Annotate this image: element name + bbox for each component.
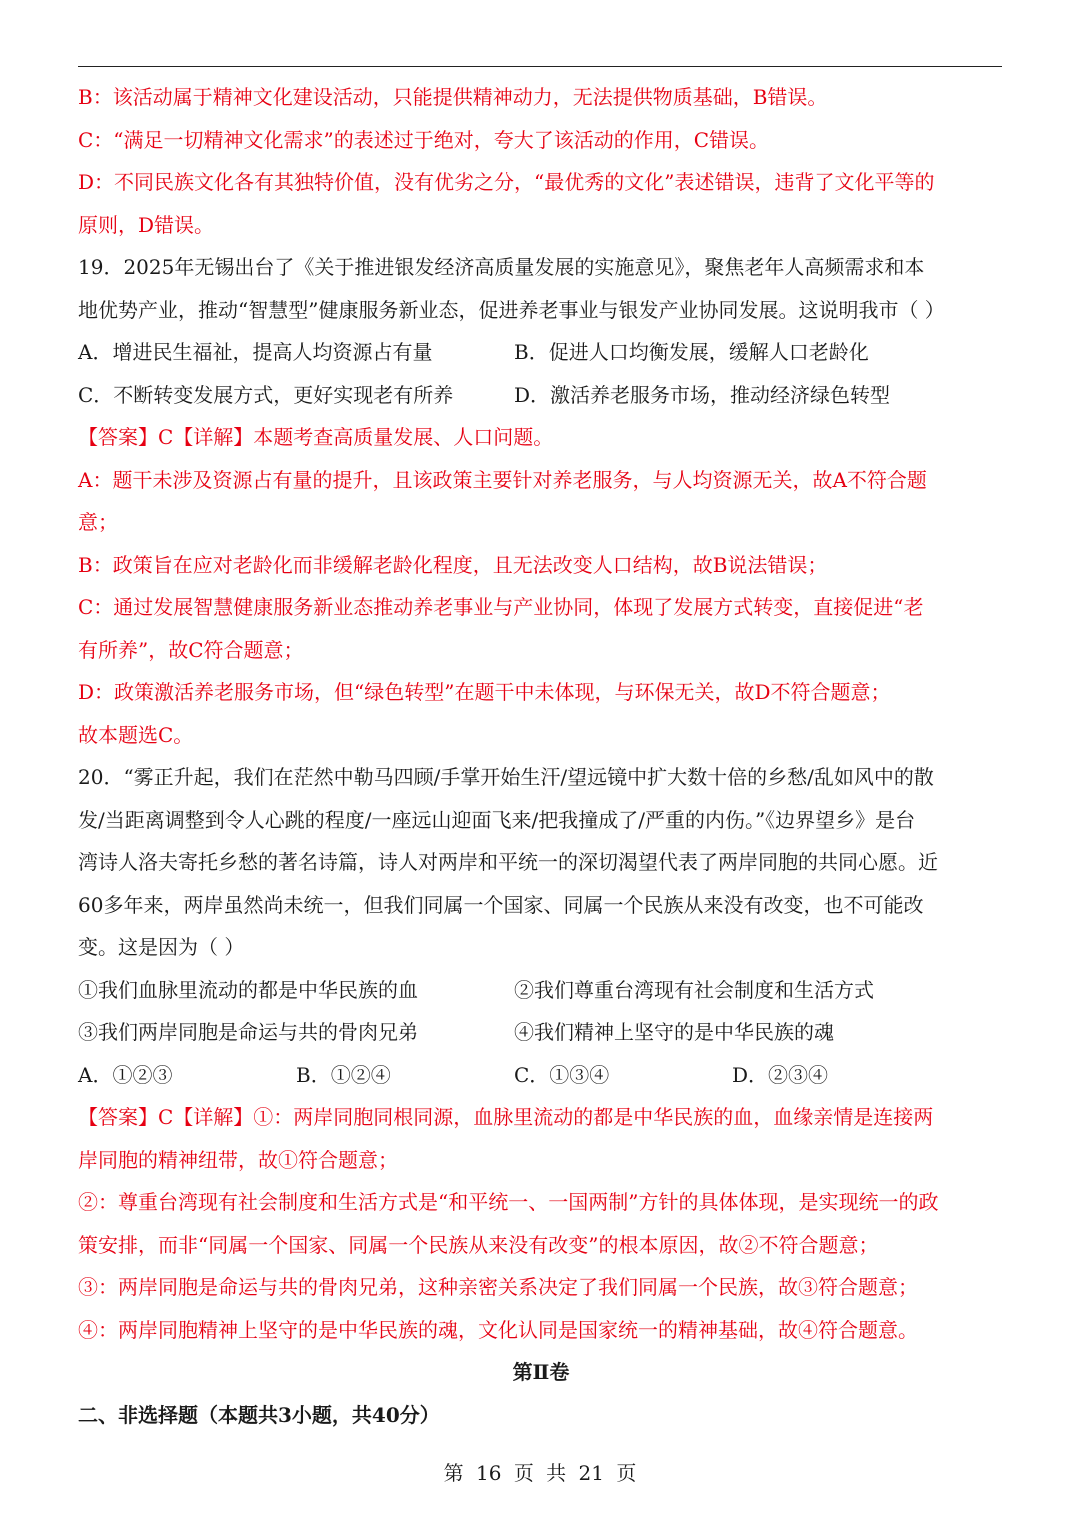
q19-explain-c-line2: 有所养”，故C符合题意； — [78, 637, 304, 662]
page-footer: 第 16 页 共 21 页 — [443, 1461, 637, 1485]
q20-item-1: ①我们血脉里流动的都是中华民族的血 — [78, 977, 418, 1002]
q20-stem-line5: 变。这是因为（ ） — [78, 935, 245, 959]
q19-explain-d: D：政策激活养老服务市场，但“绿色转型”在题干中未体现，与环保无关，故D不符合题意； — [78, 680, 891, 704]
page-content — [78, 76, 1004, 1436]
q20-options-row — [78, 1054, 1004, 1097]
prev-answer-d-line1: D：不同民族文化各有其独特价值，没有优劣之分，“最优秀的文化”表述错误，违背了文化平等的 — [78, 170, 935, 194]
q20-answer-line1: 【答案】C【详解】①：两岸同胞同根同源，血脉里流动的都是中华民族的血，血缘亲情是连接两 — [78, 1105, 934, 1129]
q19-conclusion: 故本题选C。 — [78, 722, 194, 747]
q19-stem-line1: 19．2025年无锡出台了《关于推进银发经济高质量发展的实施意见》，聚焦老年人高频需求和本 — [78, 255, 925, 279]
prev-answer-c: C：“满足一切精神文化需求”的表述过于绝对，夸大了该活动的作用，C错误。 — [78, 127, 770, 152]
q20-option-d: D．②③④ — [732, 1062, 829, 1087]
q20-stem-line1: 20．“雾正升起，我们在茫然中勒马四顾/手掌开始生汗/望远镜中扩大数十倍的乡愁/乱如风中的散 — [78, 765, 934, 789]
q19-explain-c-line1: C：通过发展智慧健康服务新业态推动养老事业与产业协同，体现了发展方式转变，直接促进“老 — [78, 595, 924, 619]
q20-explain-2-line2: 策安排，而非“同属一个国家、同属一个民族从来没有改变”的根本原因，故②不符合题意； — [78, 1232, 879, 1257]
q19-option-c: C．不断转变发展方式，更好实现老有所养 — [78, 382, 454, 407]
q20-item-4: ④我们精神上坚守的是中华民族的魂 — [514, 1020, 834, 1044]
q19-options-row2 — [78, 374, 1004, 417]
q19-option-d: D．激活养老服务市场，推动经济绿色转型 — [514, 382, 891, 407]
q20-option-c: C．①③④ — [514, 1062, 610, 1087]
q19-answer: 【答案】C【详解】本题考查高质量发展、人口问题。 — [78, 425, 554, 449]
q19-explain-b: B：政策旨在应对老龄化而非缓解老龄化程度，且无法改变人口结构，故B说法错误； — [78, 552, 828, 577]
q19-option-a: A．增进民生福祉，提高人均资源占有量 — [78, 340, 433, 364]
q20-items-row1 — [78, 969, 1004, 1012]
part2-heading: 第Ⅱ卷 — [512, 1360, 570, 1384]
q20-stem-line4: 60多年来，两岸虽然尚未统一，但我们同属一个国家、同属一个民族从来没有改变，也不可能改 — [78, 892, 924, 917]
q19-explain-a-line2: 意； — [78, 510, 118, 534]
q20-explain-2-line1: ②：尊重台湾现有社会制度和生活方式是“和平统一、一国两制”方针的具体体现，是实现统一的政 — [78, 1190, 939, 1214]
q20-option-a: A．①②③ — [78, 1062, 173, 1087]
q19-explain-a-line1: A：题干未涉及资源占有量的提升，且该政策主要针对养老服务，与人均资源无关，故A不符合题 — [78, 467, 927, 492]
q20-explain-4: ④：两岸同胞精神上坚守的是中华民族的魂，文化认同是国家统一的精神基础，故④符合题意。 — [78, 1317, 918, 1342]
prev-answer-d-line2: 原则，D错误。 — [78, 212, 215, 237]
q20-items-row2 — [78, 1011, 1004, 1054]
header-rule — [78, 66, 1002, 67]
q20-item-2: ②我们尊重台湾现有社会制度和生活方式 — [514, 977, 874, 1002]
q20-stem-line3: 湾诗人洛夫寄托乡愁的著名诗篇，诗人对两岸和平统一的深切渴望代表了两岸同胞的共同心愿。近 — [78, 850, 938, 874]
q20-stem-line2: 发/当距离调整到令人心跳的程度/一座远山迎面飞来/把我撞成了/严重的内伤。”《边界望乡》是台 — [78, 807, 916, 832]
q19-options-row1 — [78, 331, 1004, 374]
q20-answer-line2: 岸同胞的精神纽带，故①符合题意； — [78, 1147, 398, 1172]
prev-answer-b: B：该活动属于精神文化建设活动，只能提供精神动力，无法提供物质基础，B错误。 — [78, 85, 828, 109]
part2-section-title: 二、非选择题（本题共3小题，共40分） — [78, 1402, 440, 1427]
q19-option-b: B．促进人口均衡发展，缓解人口老龄化 — [514, 340, 869, 364]
q19-stem-line2: 地优势产业，推动“智慧型”健康服务新业态，促进养老事业与银发产业协同发展。这说明我市（ ） — [78, 297, 945, 322]
q20-explain-3: ③：两岸同胞是命运与共的骨肉兄弟，这种亲密关系决定了我们同属一个民族，故③符合题意； — [78, 1275, 918, 1299]
q20-item-3: ③我们两岸同胞是命运与共的骨肉兄弟 — [78, 1020, 418, 1044]
q20-option-b: B．①②④ — [296, 1062, 391, 1087]
